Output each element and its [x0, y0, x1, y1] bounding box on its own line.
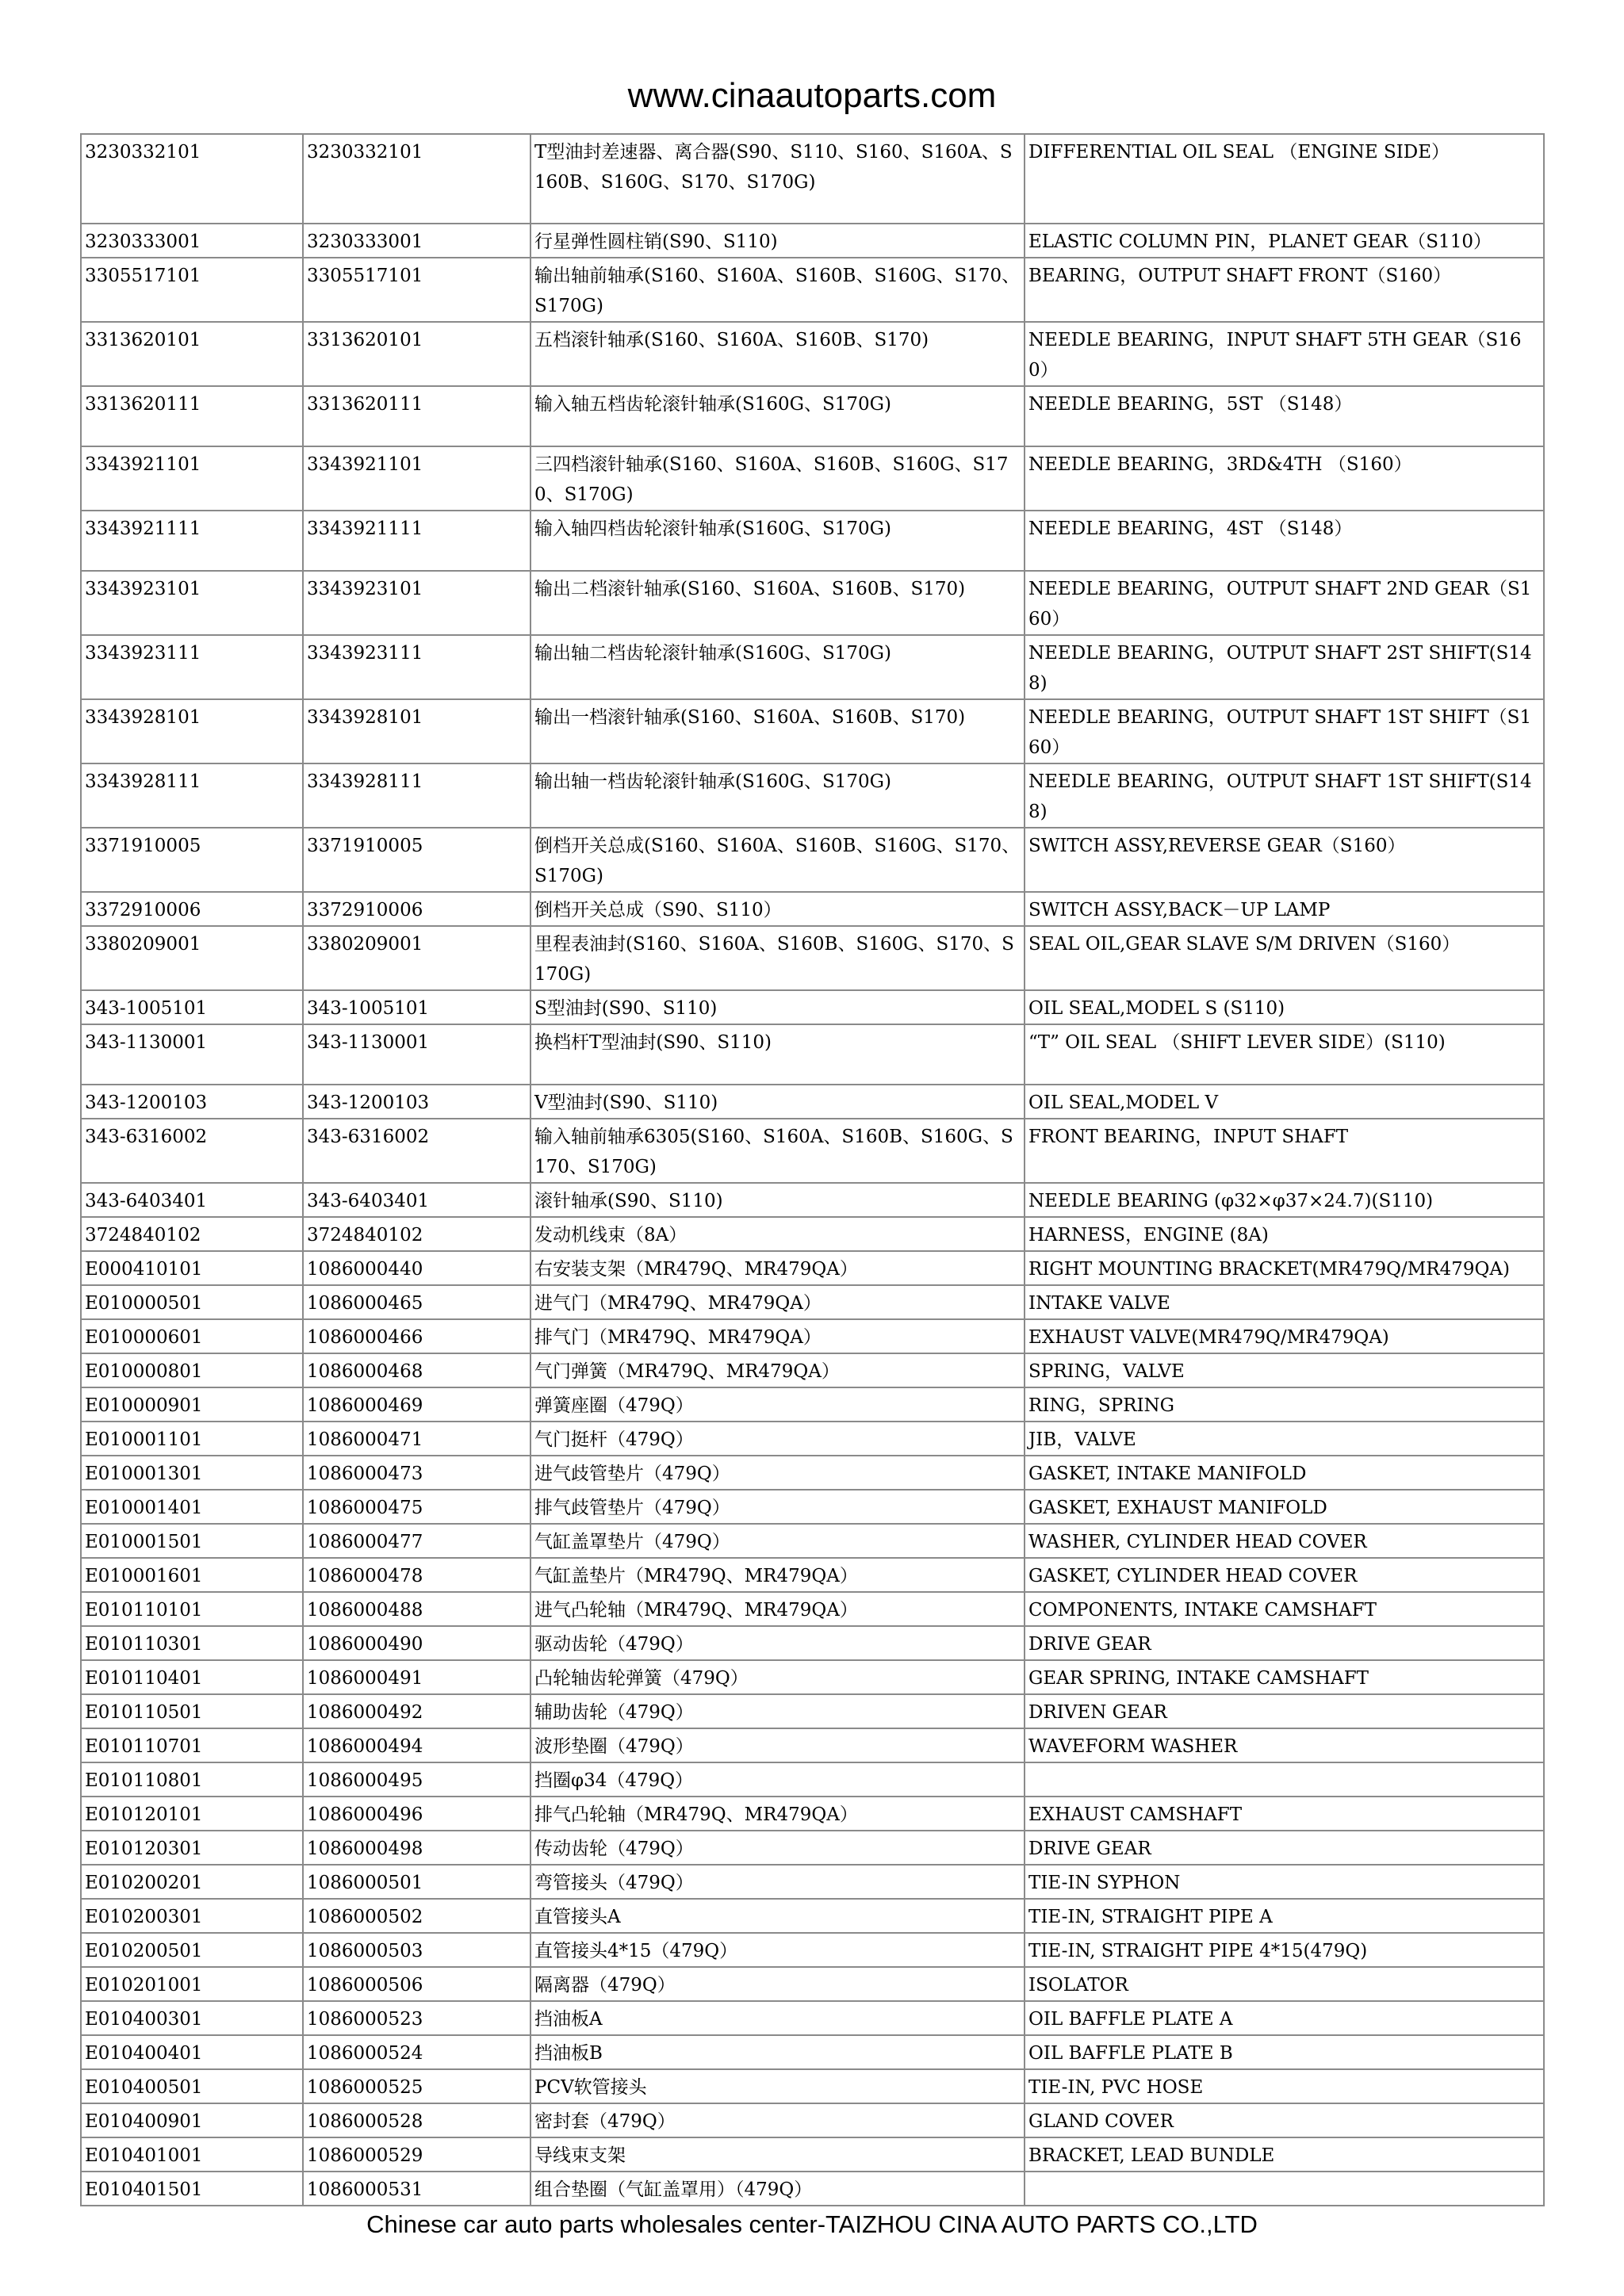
- oem-number-cell: 3313620111: [303, 386, 530, 446]
- part-number-cell: 3313620111: [81, 386, 303, 446]
- part-number-cell: 3230333001: [81, 224, 303, 258]
- chinese-name-cell: 输入轴五档齿轮滚针轴承(S160G、S170G): [530, 386, 1025, 446]
- table-row: [81, 1119, 1544, 1183]
- oem-number-cell: 343-1130001: [303, 1024, 530, 1085]
- table-row: [81, 1865, 1544, 1899]
- oem-number-cell: 1086000502: [303, 1899, 530, 1933]
- english-name-cell: “T” OIL SEAL （SHIFT LEVER SIDE）(S110): [1025, 1024, 1544, 1085]
- parts-table-body: [81, 134, 1544, 2206]
- chinese-name-cell: 输出轴一档齿轮滚针轴承(S160G、S170G): [530, 763, 1025, 828]
- english-name-cell: OIL BAFFLE PLATE B: [1025, 2035, 1544, 2069]
- table-row: [81, 386, 1544, 446]
- oem-number-cell: 1086000468: [303, 1353, 530, 1387]
- part-number-cell: 3313620101: [81, 322, 303, 386]
- part-number-cell: E010110401: [81, 1660, 303, 1694]
- table-row: [81, 1422, 1544, 1456]
- oem-number-cell: 1086000465: [303, 1285, 530, 1319]
- english-name-cell: NEEDLE BEARING，5ST （S148）: [1025, 386, 1544, 446]
- table-row: [81, 1387, 1544, 1422]
- table-row: [81, 134, 1544, 224]
- english-name-cell: DRIVE GEAR: [1025, 1626, 1544, 1660]
- oem-number-cell: 1086000475: [303, 1490, 530, 1524]
- chinese-name-cell: 输出一档滚针轴承(S160、S160A、S160B、S170): [530, 699, 1025, 763]
- table-row: [81, 571, 1544, 635]
- oem-number-cell: 1086000531: [303, 2172, 530, 2206]
- part-number-cell: E010401001: [81, 2137, 303, 2172]
- english-name-cell: OIL SEAL,MODEL S (S110): [1025, 990, 1544, 1024]
- part-number-cell: E010001101: [81, 1422, 303, 1456]
- english-name-cell: COMPONENTS, INTAKE CAMSHAFT: [1025, 1592, 1544, 1626]
- table-row: [81, 511, 1544, 571]
- english-name-cell: NEEDLE BEARING，OUTPUT SHAFT 1ST SHIFT（S160）: [1025, 699, 1544, 763]
- part-number-cell: E010110701: [81, 1728, 303, 1762]
- oem-number-cell: 1086000529: [303, 2137, 530, 2172]
- part-number-cell: 3380209001: [81, 926, 303, 990]
- part-number-cell: 343-1130001: [81, 1024, 303, 1085]
- oem-number-cell: 1086000469: [303, 1387, 530, 1422]
- oem-number-cell: 3230332101: [303, 134, 530, 224]
- chinese-name-cell: 倒档开关总成(S160、S160A、S160B、S160G、S170、S170G): [530, 828, 1025, 892]
- chinese-name-cell: 密封套（479Q）: [530, 2103, 1025, 2137]
- part-number-cell: 3343921111: [81, 511, 303, 571]
- part-number-cell: E010120101: [81, 1797, 303, 1831]
- table-row: [81, 763, 1544, 828]
- part-number-cell: E010000501: [81, 1285, 303, 1319]
- part-number-cell: E010001301: [81, 1456, 303, 1490]
- table-row: [81, 892, 1544, 926]
- table-row: [81, 1626, 1544, 1660]
- chinese-name-cell: 直管接头4*15（479Q）: [530, 1933, 1025, 1967]
- oem-number-cell: 1086000523: [303, 2001, 530, 2035]
- table-row: [81, 1899, 1544, 1933]
- english-name-cell: NEEDLE BEARING，OUTPUT SHAFT 2ND GEAR（S160）: [1025, 571, 1544, 635]
- chinese-name-cell: 直管接头A: [530, 1899, 1025, 1933]
- oem-number-cell: 1086000478: [303, 1558, 530, 1592]
- oem-number-cell: 3343928111: [303, 763, 530, 828]
- table-row: [81, 2172, 1544, 2206]
- oem-number-cell: 3313620101: [303, 322, 530, 386]
- oem-number-cell: 1086000503: [303, 1933, 530, 1967]
- oem-number-cell: 1086000471: [303, 1422, 530, 1456]
- table-row: [81, 446, 1544, 511]
- english-name-cell: TIE-IN, PVC HOSE: [1025, 2069, 1544, 2103]
- english-name-cell: DRIVEN GEAR: [1025, 1694, 1544, 1728]
- chinese-name-cell: 发动机线束（8A）: [530, 1217, 1025, 1251]
- company-footer: Chinese car auto parts wholesales center-TAIZHOU CINA AUTO PARTS CO.,LTD: [366, 2210, 1258, 2238]
- chinese-name-cell: 输出二档滚针轴承(S160、S160A、S160B、S170): [530, 571, 1025, 635]
- part-number-cell: E010120301: [81, 1831, 303, 1865]
- part-number-cell: E010400501: [81, 2069, 303, 2103]
- chinese-name-cell: 里程表油封(S160、S160A、S160B、S160G、S170、S170G): [530, 926, 1025, 990]
- chinese-name-cell: 输入轴四档齿轮滚针轴承(S160G、S170G): [530, 511, 1025, 571]
- part-number-cell: E010201001: [81, 1967, 303, 2001]
- part-number-cell: E010400301: [81, 2001, 303, 2035]
- table-row: [81, 1251, 1544, 1285]
- table-row: [81, 1762, 1544, 1797]
- chinese-name-cell: 辅助齿轮（479Q）: [530, 1694, 1025, 1728]
- part-number-cell: E010110501: [81, 1694, 303, 1728]
- part-number-cell: E010110101: [81, 1592, 303, 1626]
- english-name-cell: SPRING，VALVE: [1025, 1353, 1544, 1387]
- table-row: [81, 322, 1544, 386]
- english-name-cell: SWITCH ASSY,REVERSE GEAR（S160）: [1025, 828, 1544, 892]
- oem-number-cell: 343-6403401: [303, 1183, 530, 1217]
- oem-number-cell: 1086000494: [303, 1728, 530, 1762]
- chinese-name-cell: T型油封差速器、离合器(S90、S110、S160、S160A、S160B、S160G、S170、S170G): [530, 134, 1025, 224]
- table-row: [81, 699, 1544, 763]
- oem-number-cell: 3343928101: [303, 699, 530, 763]
- table-row: [81, 1024, 1544, 1085]
- oem-number-cell: 3371910005: [303, 828, 530, 892]
- part-number-cell: E010001501: [81, 1524, 303, 1558]
- part-number-cell: 343-6316002: [81, 1119, 303, 1183]
- chinese-name-cell: 气门弹簧（MR479Q、MR479QA）: [530, 1353, 1025, 1387]
- oem-number-cell: 3372910006: [303, 892, 530, 926]
- table-row: [81, 1967, 1544, 2001]
- part-number-cell: 3343921101: [81, 446, 303, 511]
- oem-number-cell: 3343921111: [303, 511, 530, 571]
- english-name-cell: [1025, 2172, 1544, 2206]
- chinese-name-cell: 气缸盖罩垫片（479Q）: [530, 1524, 1025, 1558]
- part-number-cell: E010400401: [81, 2035, 303, 2069]
- site-header: www.cinaautoparts.com: [627, 76, 997, 115]
- part-number-cell: 3305517101: [81, 258, 303, 322]
- english-name-cell: SWITCH ASSY,BACK－UP LAMP: [1025, 892, 1544, 926]
- chinese-name-cell: 驱动齿轮（479Q）: [530, 1626, 1025, 1660]
- chinese-name-cell: 气缸盖垫片（MR479Q、MR479QA）: [530, 1558, 1025, 1592]
- oem-number-cell: 3343921101: [303, 446, 530, 511]
- english-name-cell: RING，SPRING: [1025, 1387, 1544, 1422]
- table-row: [81, 1285, 1544, 1319]
- table-row: [81, 1524, 1544, 1558]
- table-row: [81, 1933, 1544, 1967]
- chinese-name-cell: 排气凸轮轴（MR479Q、MR479QA）: [530, 1797, 1025, 1831]
- chinese-name-cell: 输出轴前轴承(S160、S160A、S160B、S160G、S170、S170G): [530, 258, 1025, 322]
- chinese-name-cell: 进气门（MR479Q、MR479QA）: [530, 1285, 1025, 1319]
- chinese-name-cell: S型油封(S90、S110): [530, 990, 1025, 1024]
- part-number-cell: 343-1005101: [81, 990, 303, 1024]
- oem-number-cell: 3724840102: [303, 1217, 530, 1251]
- table-row: [81, 1592, 1544, 1626]
- chinese-name-cell: V型油封(S90、S110): [530, 1085, 1025, 1119]
- table-row: [81, 635, 1544, 699]
- english-name-cell: SEAL OIL,GEAR SLAVE S/M DRIVEN（S160）: [1025, 926, 1544, 990]
- oem-number-cell: 1086000496: [303, 1797, 530, 1831]
- part-number-cell: E010000601: [81, 1319, 303, 1353]
- english-name-cell: GLAND COVER: [1025, 2103, 1544, 2137]
- table-row: [81, 2001, 1544, 2035]
- chinese-name-cell: 挡油板A: [530, 2001, 1025, 2035]
- chinese-name-cell: 输出轴二档齿轮滚针轴承(S160G、S170G): [530, 635, 1025, 699]
- english-name-cell: TIE-IN SYPHON: [1025, 1865, 1544, 1899]
- chinese-name-cell: 倒档开关总成（S90、S110）: [530, 892, 1025, 926]
- chinese-name-cell: 导线束支架: [530, 2137, 1025, 2172]
- english-name-cell: GEAR SPRING, INTAKE CAMSHAFT: [1025, 1660, 1544, 1694]
- part-number-cell: 3724840102: [81, 1217, 303, 1251]
- table-row: [81, 2137, 1544, 2172]
- part-number-cell: E010001401: [81, 1490, 303, 1524]
- table-row: [81, 1183, 1544, 1217]
- part-number-cell: 3230332101: [81, 134, 303, 224]
- table-row: [81, 1660, 1544, 1694]
- oem-number-cell: 3380209001: [303, 926, 530, 990]
- table-row: [81, 1217, 1544, 1251]
- chinese-name-cell: 滚针轴承(S90、S110): [530, 1183, 1025, 1217]
- english-name-cell: RIGHT MOUNTING BRACKET(MR479Q/MR479QA): [1025, 1251, 1544, 1285]
- english-name-cell: BRACKET, LEAD BUNDLE: [1025, 2137, 1544, 2172]
- table-row: [81, 926, 1544, 990]
- table-row: [81, 258, 1544, 322]
- oem-number-cell: 1086000488: [303, 1592, 530, 1626]
- part-number-cell: E010110801: [81, 1762, 303, 1797]
- english-name-cell: EXHAUST VALVE(MR479Q/MR479QA): [1025, 1319, 1544, 1353]
- part-number-cell: E010200301: [81, 1899, 303, 1933]
- oem-number-cell: 1086000490: [303, 1626, 530, 1660]
- oem-number-cell: 343-1200103: [303, 1085, 530, 1119]
- part-number-cell: 343-6403401: [81, 1183, 303, 1217]
- chinese-name-cell: 传动齿轮（479Q）: [530, 1831, 1025, 1865]
- english-name-cell: DIFFERENTIAL OIL SEAL （ENGINE SIDE）: [1025, 134, 1544, 224]
- oem-number-cell: 3305517101: [303, 258, 530, 322]
- english-name-cell: GASKET, INTAKE MANIFOLD: [1025, 1456, 1544, 1490]
- english-name-cell: OIL BAFFLE PLATE A: [1025, 2001, 1544, 2035]
- oem-number-cell: 1086000440: [303, 1251, 530, 1285]
- chinese-name-cell: 弯管接头（479Q）: [530, 1865, 1025, 1899]
- chinese-name-cell: 输入轴前轴承6305(S160、S160A、S160B、S160G、S170、S170G): [530, 1119, 1025, 1183]
- english-name-cell: INTAKE VALVE: [1025, 1285, 1544, 1319]
- part-number-cell: 3343928101: [81, 699, 303, 763]
- part-number-cell: 3372910006: [81, 892, 303, 926]
- english-name-cell: NEEDLE BEARING，OUTPUT SHAFT 2ST SHIFT(S148): [1025, 635, 1544, 699]
- table-row: [81, 1456, 1544, 1490]
- english-name-cell: DRIVE GEAR: [1025, 1831, 1544, 1865]
- english-name-cell: WAVEFORM WASHER: [1025, 1728, 1544, 1762]
- table-row: [81, 1558, 1544, 1592]
- table-row: [81, 1728, 1544, 1762]
- oem-number-cell: 3230333001: [303, 224, 530, 258]
- table-row: [81, 1319, 1544, 1353]
- oem-number-cell: 1086000473: [303, 1456, 530, 1490]
- oem-number-cell: 1086000498: [303, 1831, 530, 1865]
- english-name-cell: NEEDLE BEARING，OUTPUT SHAFT 1ST SHIFT(S148): [1025, 763, 1544, 828]
- english-name-cell: OIL SEAL,MODEL V: [1025, 1085, 1544, 1119]
- table-row: [81, 1797, 1544, 1831]
- table-row: [81, 1085, 1544, 1119]
- english-name-cell: JIB，VALVE: [1025, 1422, 1544, 1456]
- english-name-cell: NEEDLE BEARING，4ST （S148）: [1025, 511, 1544, 571]
- english-name-cell: GASKET, CYLINDER HEAD COVER: [1025, 1558, 1544, 1592]
- chinese-name-cell: 行星弹性圆柱销(S90、S110): [530, 224, 1025, 258]
- oem-number-cell: 343-6316002: [303, 1119, 530, 1183]
- table-row: [81, 2103, 1544, 2137]
- chinese-name-cell: 组合垫圈（气缸盖罩用）（479Q）: [530, 2172, 1025, 2206]
- part-number-cell: 3343923101: [81, 571, 303, 635]
- oem-number-cell: 3343923101: [303, 571, 530, 635]
- part-number-cell: E010001601: [81, 1558, 303, 1592]
- chinese-name-cell: 挡油板B: [530, 2035, 1025, 2069]
- oem-number-cell: 1086000506: [303, 1967, 530, 2001]
- english-name-cell: EXHAUST CAMSHAFT: [1025, 1797, 1544, 1831]
- part-number-cell: E010000801: [81, 1353, 303, 1387]
- oem-number-cell: 1086000477: [303, 1524, 530, 1558]
- english-name-cell: NEEDLE BEARING，INPUT SHAFT 5TH GEAR（S160）: [1025, 322, 1544, 386]
- english-name-cell: TIE-IN, STRAIGHT PIPE A: [1025, 1899, 1544, 1933]
- parts-table: [80, 133, 1545, 2206]
- chinese-name-cell: 排气门（MR479Q、MR479QA）: [530, 1319, 1025, 1353]
- english-name-cell: FRONT BEARING，INPUT SHAFT: [1025, 1119, 1544, 1183]
- table-row: [81, 1831, 1544, 1865]
- table-row: [81, 828, 1544, 892]
- part-number-cell: 3343923111: [81, 635, 303, 699]
- oem-number-cell: 1086000492: [303, 1694, 530, 1728]
- part-number-cell: 3371910005: [81, 828, 303, 892]
- english-name-cell: [1025, 1762, 1544, 1797]
- oem-number-cell: 1086000528: [303, 2103, 530, 2137]
- chinese-name-cell: 排气歧管垫片（479Q）: [530, 1490, 1025, 1524]
- table-row: [81, 990, 1544, 1024]
- table-row: [81, 1490, 1544, 1524]
- english-name-cell: ELASTIC COLUMN PIN，PLANET GEAR（S110）: [1025, 224, 1544, 258]
- chinese-name-cell: 换档杆T型油封(S90、S110): [530, 1024, 1025, 1085]
- oem-number-cell: 1086000491: [303, 1660, 530, 1694]
- part-number-cell: E010000901: [81, 1387, 303, 1422]
- part-number-cell: 343-1200103: [81, 1085, 303, 1119]
- oem-number-cell: 1086000525: [303, 2069, 530, 2103]
- english-name-cell: NEEDLE BEARING，3RD&4TH （S160）: [1025, 446, 1544, 511]
- english-name-cell: WASHER, CYLINDER HEAD COVER: [1025, 1524, 1544, 1558]
- chinese-name-cell: 凸轮轴齿轮弹簧（479Q）: [530, 1660, 1025, 1694]
- part-number-cell: E010110301: [81, 1626, 303, 1660]
- english-name-cell: ISOLATOR: [1025, 1967, 1544, 2001]
- chinese-name-cell: 气门挺杆（479Q）: [530, 1422, 1025, 1456]
- oem-number-cell: 1086000466: [303, 1319, 530, 1353]
- chinese-name-cell: 波形垫圈（479Q）: [530, 1728, 1025, 1762]
- table-row: [81, 2069, 1544, 2103]
- part-number-cell: 3343928111: [81, 763, 303, 828]
- chinese-name-cell: 隔离器（479Q）: [530, 1967, 1025, 2001]
- oem-number-cell: 343-1005101: [303, 990, 530, 1024]
- english-name-cell: TIE-IN, STRAIGHT PIPE 4*15(479Q): [1025, 1933, 1544, 1967]
- oem-number-cell: 1086000495: [303, 1762, 530, 1797]
- chinese-name-cell: PCV软管接头: [530, 2069, 1025, 2103]
- part-number-cell: E000410101: [81, 1251, 303, 1285]
- oem-number-cell: 1086000524: [303, 2035, 530, 2069]
- oem-number-cell: 3343923111: [303, 635, 530, 699]
- chinese-name-cell: 五档滚针轴承(S160、S160A、S160B、S170): [530, 322, 1025, 386]
- english-name-cell: HARNESS，ENGINE (8A): [1025, 1217, 1544, 1251]
- english-name-cell: GASKET, EXHAUST MANIFOLD: [1025, 1490, 1544, 1524]
- table-row: [81, 1694, 1544, 1728]
- oem-number-cell: 1086000501: [303, 1865, 530, 1899]
- chinese-name-cell: 挡圈φ34（479Q）: [530, 1762, 1025, 1797]
- english-name-cell: NEEDLE BEARING (φ32×φ37×24.7)(S110): [1025, 1183, 1544, 1217]
- chinese-name-cell: 三四档滚针轴承(S160、S160A、S160B、S160G、S170、S170G): [530, 446, 1025, 511]
- table-row: [81, 1353, 1544, 1387]
- english-name-cell: BEARING，OUTPUT SHAFT FRONT（S160）: [1025, 258, 1544, 322]
- table-row: [81, 224, 1544, 258]
- part-number-cell: E010400901: [81, 2103, 303, 2137]
- chinese-name-cell: 右安装支架（MR479Q、MR479QA）: [530, 1251, 1025, 1285]
- chinese-name-cell: 弹簧座圈（479Q）: [530, 1387, 1025, 1422]
- part-number-cell: E010200201: [81, 1865, 303, 1899]
- table-row: [81, 2035, 1544, 2069]
- chinese-name-cell: 进气凸轮轴（MR479Q、MR479QA）: [530, 1592, 1025, 1626]
- part-number-cell: E010200501: [81, 1933, 303, 1967]
- part-number-cell: E010401501: [81, 2172, 303, 2206]
- chinese-name-cell: 进气歧管垫片（479Q）: [530, 1456, 1025, 1490]
